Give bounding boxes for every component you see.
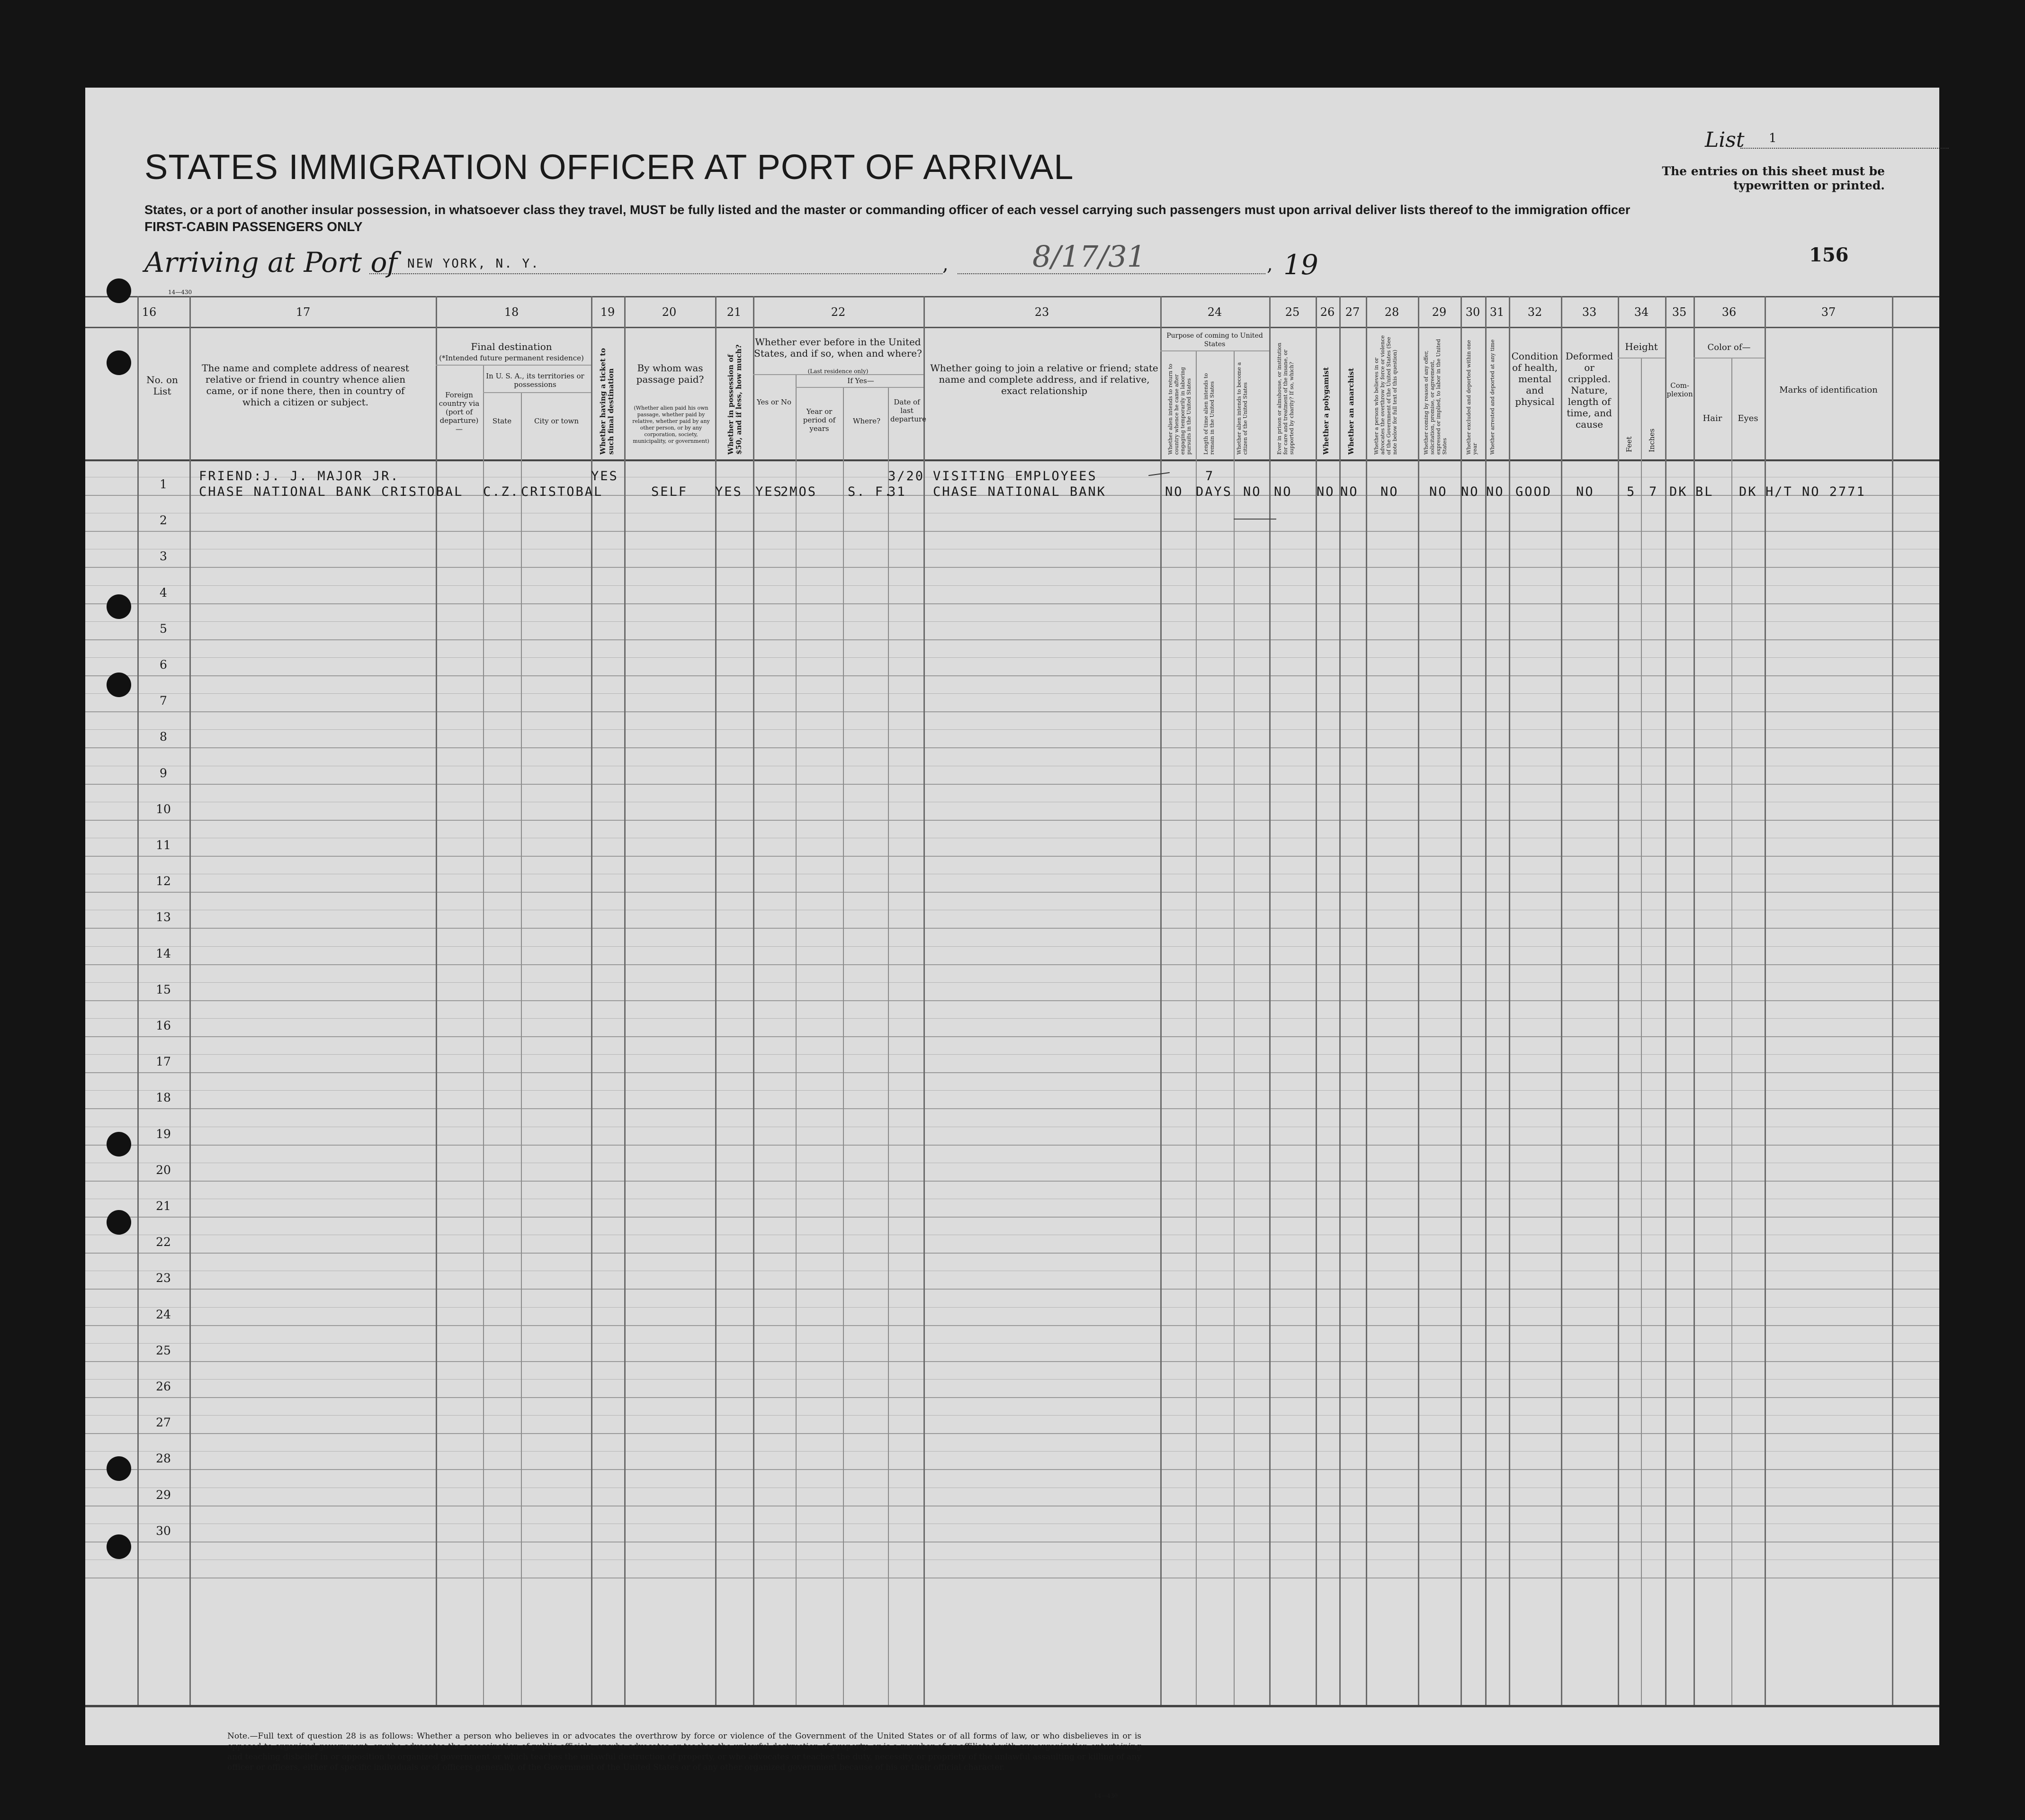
row-number: 29 xyxy=(156,1488,171,1502)
entry-anarchist: NO xyxy=(1340,484,1359,499)
rule-height xyxy=(1618,358,1665,359)
hdr-ticket: Whether having a ticket to such final destination xyxy=(599,348,615,455)
row-number: 21 xyxy=(156,1199,171,1213)
row-number: 6 xyxy=(160,658,167,672)
column-rule xyxy=(624,296,626,1705)
column-subrule xyxy=(1234,350,1235,1705)
row-subrule xyxy=(85,621,1939,622)
row-rule xyxy=(85,1433,1939,1434)
footer-form-code: 14—430 xyxy=(1094,1793,1118,1799)
hdr-q30: Whether excluded and deported within one year xyxy=(1466,340,1478,455)
row-rule xyxy=(85,1036,1939,1037)
row-number: 18 xyxy=(156,1091,171,1105)
row-number: 20 xyxy=(156,1163,171,1177)
row-rule xyxy=(85,820,1939,821)
colnum-23: 23 xyxy=(1034,305,1049,319)
row-subrule xyxy=(85,657,1939,658)
entry-q28: NO xyxy=(1380,484,1399,499)
row-number: 24 xyxy=(156,1307,171,1321)
row-subrule xyxy=(85,1090,1939,1091)
colnum-27: 27 xyxy=(1345,305,1360,319)
row-rule xyxy=(85,567,1939,568)
port-value: NEW YORK, N. Y. xyxy=(407,257,540,271)
column-rule xyxy=(1269,296,1271,1705)
column-rule xyxy=(715,296,717,1705)
rule-bottom xyxy=(85,1705,1939,1707)
column-rule xyxy=(591,296,592,1705)
row-rule xyxy=(85,892,1939,893)
instructions: The entries on this sheet must be typewritten or printed. xyxy=(1662,164,1885,192)
hdr-purpose-a: Whether alien intends to return to country whence he came after engaging temporarily in laboring pursuits in the United States xyxy=(1167,364,1192,455)
hdr-q29: Whether coming by reason of any offer, solicitation, promise, or agreement, expressed or implied, to labor in the United States xyxy=(1423,339,1448,455)
hdr-hair: Hair xyxy=(1702,413,1722,423)
column-subrule xyxy=(521,392,522,1705)
hdr-year-period: Year or period of years xyxy=(803,407,836,433)
column-rule xyxy=(1160,296,1162,1705)
column-rule xyxy=(923,296,925,1705)
entry-passage-paid: SELF xyxy=(651,484,688,499)
colnum-29: 29 xyxy=(1432,305,1447,319)
row-number: 14 xyxy=(156,946,171,960)
rule-colnums xyxy=(85,327,1939,328)
hdr-prison: Ever in prison or almshouse, or institution for care and treatment of the insane, or supported by charity? If so, which? xyxy=(1276,342,1295,455)
rule-ifyes xyxy=(796,387,923,388)
row-rule xyxy=(85,856,1939,857)
row-number: 7 xyxy=(160,694,167,708)
row-rule xyxy=(85,1108,1939,1109)
entry-length-1: 7 xyxy=(1205,469,1215,484)
row-number: 8 xyxy=(160,730,167,744)
column-rule xyxy=(1665,296,1667,1705)
row-subrule xyxy=(85,585,1939,586)
row-number: 25 xyxy=(156,1343,171,1357)
column-subrule xyxy=(1641,358,1642,1705)
hdr-marks: Marks of identification xyxy=(1779,385,1878,395)
hdr-polygamist: Whether a polygamist xyxy=(1322,367,1330,455)
row-number: 30 xyxy=(156,1524,171,1538)
page-number: 156 xyxy=(1809,244,1849,266)
row-rule xyxy=(85,1145,1939,1146)
column-rule xyxy=(1693,296,1695,1705)
hdr-feet: Feet xyxy=(1625,436,1633,452)
row-rule xyxy=(85,1072,1939,1073)
list-line xyxy=(1740,148,1949,149)
entry-q29: NO xyxy=(1429,484,1448,499)
hdr-final-destination-note: (*Intended future permanent residence) xyxy=(439,354,584,362)
hdr-where: Where? xyxy=(852,417,881,425)
comma-mark: , xyxy=(942,253,949,275)
column-subrule xyxy=(1731,358,1732,1705)
manifest-sheet xyxy=(85,88,1939,1799)
entry-city: CRISTOBAL xyxy=(521,484,603,499)
column-rule xyxy=(1316,296,1317,1705)
row-number: 4 xyxy=(160,585,167,600)
colnum-24: 24 xyxy=(1207,305,1222,319)
hdr-join-relative: Whether going to join a relative or friend; state name and complete address, and if relative, exact relationship xyxy=(930,362,1158,396)
hdr-last-residence: (Last residence only) xyxy=(807,368,869,375)
column-rule xyxy=(1892,296,1893,1705)
row-number: 28 xyxy=(156,1452,171,1466)
row-subrule xyxy=(85,1054,1939,1055)
comma-mark-2: , xyxy=(1267,253,1273,275)
colnum-16: 16 xyxy=(142,305,157,319)
column-subrule xyxy=(888,387,889,1705)
rule-top xyxy=(85,296,1939,297)
row-number: 27 xyxy=(156,1416,171,1430)
row-number: 26 xyxy=(156,1380,171,1393)
column-rule xyxy=(1418,296,1419,1705)
hdr-complexion: Com-plexion xyxy=(1667,381,1693,398)
entry-polygamist: NO xyxy=(1317,484,1335,499)
column-subrule xyxy=(483,365,484,1705)
entry-q31: NO xyxy=(1486,484,1505,499)
row-subrule xyxy=(85,1379,1939,1380)
page-subtitle: States, or a port of another insular possession, in whatsoever class they travel, MUST be fully listed and the master or commanding officer of each vessel carrying such passengers must upon arrival deliver lists thereof to the immigration officer xyxy=(144,203,1631,217)
hdr-height: Height xyxy=(1625,341,1658,352)
punch-hole xyxy=(107,672,131,697)
row-subrule xyxy=(85,693,1939,694)
row-subrule xyxy=(85,1451,1939,1452)
row-number: 11 xyxy=(156,838,171,852)
rule-purpose xyxy=(1160,350,1269,351)
row-rule xyxy=(85,1469,1939,1470)
list-label: List xyxy=(1705,128,1745,152)
hdr-color-of: Color of— xyxy=(1707,342,1751,352)
row-rule xyxy=(85,1289,1939,1290)
punch-hole xyxy=(107,350,131,375)
column-rule xyxy=(1461,296,1462,1705)
row-subrule xyxy=(85,1415,1939,1416)
row-subrule xyxy=(85,1343,1939,1344)
hdr-no-on-list: No. on List xyxy=(146,374,178,397)
column-subrule xyxy=(796,374,797,1705)
row-rule xyxy=(85,675,1939,676)
punch-hole xyxy=(107,1456,131,1481)
row-rule xyxy=(85,531,1939,532)
entry-citizen: NO xyxy=(1243,484,1262,499)
colnum-28: 28 xyxy=(1384,305,1399,319)
column-subrule xyxy=(843,387,844,1705)
entry-date-departure-1: 3/20 xyxy=(888,469,925,484)
rule-usa xyxy=(483,392,591,393)
colnum-35: 35 xyxy=(1672,305,1687,319)
row-rule xyxy=(85,784,1939,785)
hdr-before-in-us: Whether ever before in the United States, and if so, when and where? xyxy=(754,336,922,359)
column-rule xyxy=(1765,296,1766,1705)
port-line xyxy=(369,273,942,274)
row-subrule xyxy=(85,982,1939,983)
rule-fd xyxy=(436,365,591,366)
row-number: 5 xyxy=(160,621,167,636)
hdr-condition: Condition of health, mental and physical xyxy=(1511,350,1559,407)
colnum-33: 33 xyxy=(1582,305,1597,319)
hdr-if-yes: If Yes— xyxy=(847,377,874,385)
hdr-anarchist: Whether an anarchist xyxy=(1347,368,1355,455)
colnum-18: 18 xyxy=(504,305,519,319)
column-rule xyxy=(137,296,139,1705)
handwritten-date: 8/17/31 xyxy=(1032,239,1146,274)
list-number: 1 xyxy=(1769,131,1777,145)
column-rule xyxy=(189,296,191,1705)
entry-join-line1: VISITING EMPLOYEES xyxy=(933,469,1097,484)
pen-mark-2 xyxy=(1234,519,1276,520)
punch-hole xyxy=(107,1210,131,1235)
row-number: 9 xyxy=(160,766,167,780)
row-number: 19 xyxy=(156,1127,171,1141)
row-number: 10 xyxy=(156,802,171,816)
row-rule xyxy=(85,1397,1939,1398)
row-number: 16 xyxy=(156,1019,171,1032)
colnum-26: 26 xyxy=(1320,305,1335,319)
column-rule xyxy=(1618,296,1619,1705)
colnum-30: 30 xyxy=(1465,305,1480,319)
pen-mark xyxy=(1148,472,1170,476)
hdr-passage-note: (Whether alien paid his own passage, whether paid by relative, whether paid by any other person, or by any corporation, society, municipality, or government) xyxy=(632,405,710,444)
entry-marks: H/T NO 2771 xyxy=(1765,484,1866,499)
hdr-state: State xyxy=(492,417,512,425)
class-line: FIRST-CABIN PASSENGERS ONLY xyxy=(144,219,363,234)
column-subrule xyxy=(1196,350,1197,1705)
hdr-eyes: Eyes xyxy=(1738,413,1758,423)
punch-hole xyxy=(107,594,131,619)
hdr-foreign-country: Foreign country via (port of departure)— xyxy=(439,391,480,433)
hdr-city: City or town xyxy=(534,417,579,425)
entry-state: C.Z. xyxy=(483,484,520,499)
row-rule xyxy=(85,1000,1939,1001)
row-rule xyxy=(85,603,1939,604)
manifest-table xyxy=(85,296,1939,1710)
row-number: 13 xyxy=(156,910,171,924)
hdr-passage-paid: By whom was passage paid? xyxy=(636,362,704,385)
hdr-q31: Whether arrested and deported at any time xyxy=(1489,339,1496,455)
row-number: 12 xyxy=(156,874,171,888)
row-number: 17 xyxy=(156,1055,171,1069)
hdr-purpose-b: Length of time alien intends to remain in the United States xyxy=(1203,373,1215,455)
row-number: 2 xyxy=(160,513,167,528)
row-rule xyxy=(85,711,1939,712)
entry-inches: 7 xyxy=(1649,484,1658,499)
entry-prison: NO xyxy=(1274,484,1292,499)
rule-color xyxy=(1693,358,1765,359)
entry-relative-line1: FRIEND:J. J. MAJOR JR. xyxy=(199,469,400,484)
punch-hole xyxy=(107,1534,131,1559)
column-rule xyxy=(1366,296,1367,1705)
entry-eyes: DK xyxy=(1739,484,1757,499)
colnum-31: 31 xyxy=(1489,305,1505,319)
entry-hair: BL xyxy=(1695,484,1714,499)
entry-relative-line2: CHASE NATIONAL BANK CRISTOBAL xyxy=(199,484,464,499)
rule-header-bottom xyxy=(85,459,1939,461)
entry-health: GOOD xyxy=(1515,484,1552,499)
hdr-deformed: Deformed or crippled. Nature, length of time, and cause xyxy=(1565,350,1613,430)
hdr-purpose-c: Whether alien intends to become a citizen of the United States xyxy=(1236,362,1248,455)
column-rule xyxy=(436,296,437,1705)
row-rule xyxy=(85,1253,1939,1254)
colnum-37: 37 xyxy=(1821,305,1836,319)
row-rule xyxy=(85,747,1939,748)
row-rule xyxy=(85,964,1939,965)
entry-join-line2: CHASE NATIONAL BANK xyxy=(933,484,1106,499)
page-title: STATES IMMIGRATION OFFICER AT PORT OF ARRIVAL xyxy=(144,147,1074,187)
colnum-32: 32 xyxy=(1527,305,1542,319)
row-subrule xyxy=(85,729,1939,730)
hdr-nearest-relative: The name and complete address of nearest relative or friend in country whence alien came, or if none there, then in country of which a citizen or subject. xyxy=(202,362,409,408)
hdr-inches: Inches xyxy=(1648,428,1656,452)
colnum-34: 34 xyxy=(1634,305,1649,319)
entry-q30: NO xyxy=(1461,484,1479,499)
form-code: 14—430 xyxy=(168,289,192,296)
row-subrule xyxy=(85,1307,1939,1308)
punch-hole xyxy=(107,1132,131,1157)
hdr-in-usa: In U. S. A., its territories or possessions xyxy=(486,372,584,389)
hdr-date-departure: Date of last departure xyxy=(890,398,926,423)
entry-deformed: NO xyxy=(1576,484,1595,499)
arriving-label: Arriving at Port of xyxy=(144,246,397,278)
entry-ticket: YES xyxy=(591,469,618,484)
row-rule xyxy=(85,1217,1939,1218)
colnum-21: 21 xyxy=(726,305,742,319)
footer-note: Note.—Full text of question 28 is as follows: Whether a person who believes in or advocates the overthrow by force or violence of the Government of the United States or of all forms of law, or who disbelieves in or is opposed to organized government, or who advocates the assassination of public officials, or who advocates or teaches the unlawful destruction of property, or is a member of or affiliated with any organization entertaining and teaching disbelief in or opposition to organized government or which teaches the unlawful destruction of property, or who advocates or teaches the duty, necessity, or propriety of the unlawful assaulting or killing of any officer or officers, either of specific individuals or of officers generally, of the Government of the United States or of any other organized government because of his or their official character. xyxy=(227,1731,1141,1772)
entry-purpose-return: NO xyxy=(1165,484,1183,499)
colnum-36: 36 xyxy=(1721,305,1737,319)
colnum-25: 25 xyxy=(1285,305,1300,319)
row-rule xyxy=(85,1181,1939,1182)
row-rule xyxy=(85,928,1939,929)
column-rule xyxy=(1561,296,1562,1705)
entry-feet: 5 xyxy=(1627,484,1636,499)
entry-date-departure-2: 31 xyxy=(888,484,906,499)
colnum-19: 19 xyxy=(600,305,615,319)
hdr-purpose: Purpose of coming to United States xyxy=(1166,332,1263,348)
entry-period: 2MOS xyxy=(780,484,817,499)
colnum-22: 22 xyxy=(831,305,846,319)
punch-hole xyxy=(107,278,131,303)
entry-money: YES xyxy=(715,484,743,499)
entry-before-yes: YES xyxy=(755,484,783,499)
row-rule xyxy=(85,639,1939,640)
column-rule xyxy=(1485,296,1487,1705)
column-rule xyxy=(753,296,754,1705)
row-number: 1 xyxy=(160,477,167,491)
row-number: 3 xyxy=(160,549,167,564)
entry-length-2: DAYS xyxy=(1196,484,1233,499)
row-subrule xyxy=(85,1018,1939,1019)
hdr-yes-no: Yes or No xyxy=(756,398,792,406)
row-rule xyxy=(85,1361,1939,1362)
colnum-20: 20 xyxy=(662,305,677,319)
colnum-17: 17 xyxy=(296,305,311,319)
row-rule xyxy=(85,1325,1939,1326)
entry-where: S. F. xyxy=(848,484,894,499)
column-rule xyxy=(1339,296,1341,1705)
hdr-q28: Whether a person who believes in or advocates the overthrow by force or violence of the Government of the United States (See note below for full text of this question) xyxy=(1373,335,1398,455)
hdr-final-destination: Final destination xyxy=(471,341,552,352)
entry-complexion: DK xyxy=(1669,484,1688,499)
row-number: 23 xyxy=(156,1271,171,1285)
column-rule xyxy=(1509,296,1510,1705)
row-subrule xyxy=(85,946,1939,947)
row-number: 15 xyxy=(156,982,171,996)
rule-before xyxy=(753,374,923,375)
row-number: 22 xyxy=(156,1235,171,1249)
year-label: 19 xyxy=(1283,249,1318,281)
hdr-money: Whether in possession of $50, and if less, how much? xyxy=(726,344,743,455)
